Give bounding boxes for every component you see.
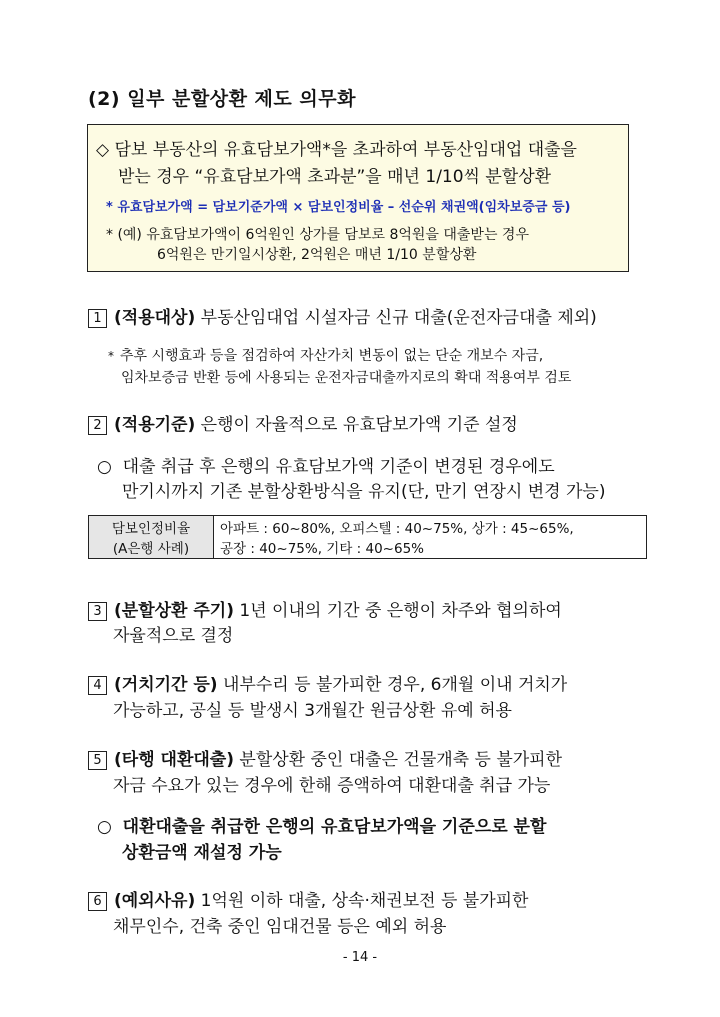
item-text: 1억원 이하 대출, 상속·채권보전 등 불가피한 — [200, 891, 529, 911]
item-2-detail-1: ○ 대출 취급 후 은행의 유효담보가액 기준이 변경된 경우에도 — [97, 457, 555, 477]
note-marker: * — [108, 349, 114, 363]
bullet: ○ — [97, 817, 112, 837]
item-number: 4 — [88, 676, 107, 695]
item-5-detail-1: ○ 대환대출을 취급한 은행의 유효담보가액을 기준으로 분할 — [97, 817, 547, 837]
item-5-detail-2: 상환금액 재설정 가능 — [122, 843, 282, 863]
item-text: 분할상환 중인 대출은 건물개축 등 불가피한 — [239, 750, 563, 770]
item-number: 6 — [88, 892, 107, 911]
item-3-line-2: 자율적으로 결정 — [113, 626, 234, 646]
item-label: (적용대상) — [114, 308, 196, 328]
item-label: (적용기준) — [114, 415, 196, 435]
item-number: 1 — [88, 309, 107, 328]
item-label: (예외사유) — [114, 891, 196, 911]
item-2 — [88, 410, 518, 435]
page-number: - 14 - — [342, 950, 378, 965]
item-text: 은행이 자율적으로 유효담보가액 기준 설정 — [200, 415, 518, 435]
summary-line-2: 받는 경우 “유효담보가액 초과분”을 매년 1/10씩 분할상환 — [118, 167, 552, 187]
ratio-table — [88, 515, 647, 559]
summary-line-1: ◇ 담보 부동산의 유효담보가액*을 초과하여 부동산임대업 대출을 — [96, 140, 577, 160]
item-number: 2 — [88, 416, 107, 435]
item-5 — [88, 745, 562, 770]
item-text: 1년 이내의 기간 중 은행이 차주와 협의하여 — [239, 601, 562, 621]
item-4-line-2: 가능하고, 공실 등 발생시 3개월간 원금상환 유예 허용 — [113, 701, 512, 721]
summary-formula: * 유효담보가액 = 담보기준가액 × 담보인정비율 – 선순위 채권액(임차보증금 등) — [106, 200, 571, 215]
item-3 — [88, 596, 562, 621]
item-1 — [88, 303, 597, 328]
summary-example-1: * (예) 유효담보가액이 6억원인 상가를 담보로 8억원을 대출받는 경우 — [106, 227, 529, 243]
item-2-detail-2: 만기시까지 기존 분할상환방식을 유지(단, 만기 연장시 변경 가능) — [122, 482, 606, 502]
item-label: (타행 대환대출) — [114, 750, 234, 770]
ratio-label: 담보인정비율 (A은행 사례) — [89, 516, 214, 559]
item-label: (분할상환 주기) — [114, 601, 234, 621]
item-6-line-2: 채무인수, 건축 중인 임대건물 등은 예외 허용 — [113, 917, 447, 937]
item-label: (거치기간 등) — [114, 675, 218, 695]
item-number: 3 — [88, 602, 107, 621]
item-1-note-2: 임차보증금 반환 등에 사용되는 운전자금대출까지로의 확대 적용여부 검토 — [121, 370, 572, 386]
bullet: ○ — [97, 457, 112, 477]
summary-example-2: 6억원은 만기일시상환, 2억원은 매년 1/10 분할상환 — [157, 247, 477, 263]
item-6 — [88, 886, 528, 911]
item-text: 부동산임대업 시설자금 신규 대출(운전자금대출 제외) — [200, 308, 597, 328]
item-4 — [88, 670, 567, 695]
item-1-note-1: * 추후 시행효과 등을 점검하여 자산가치 변동이 없는 단순 개보수 자금, — [108, 348, 544, 364]
section-title: (2) 일부 분할상환 제도 의무화 — [88, 88, 356, 110]
item-number: 5 — [88, 751, 107, 770]
ratio-values: 아파트 : 60~80%, 오피스텔 : 40~75%, 상가 : 45~65%, 공장 : 40~75%, 기타 : 40~65% — [214, 516, 647, 559]
item-5-line-2: 자금 수요가 있는 경우에 한해 증액하여 대환대출 취급 가능 — [113, 776, 551, 796]
item-text: 내부수리 등 불가피한 경우, 6개월 이내 거치가 — [222, 675, 568, 695]
